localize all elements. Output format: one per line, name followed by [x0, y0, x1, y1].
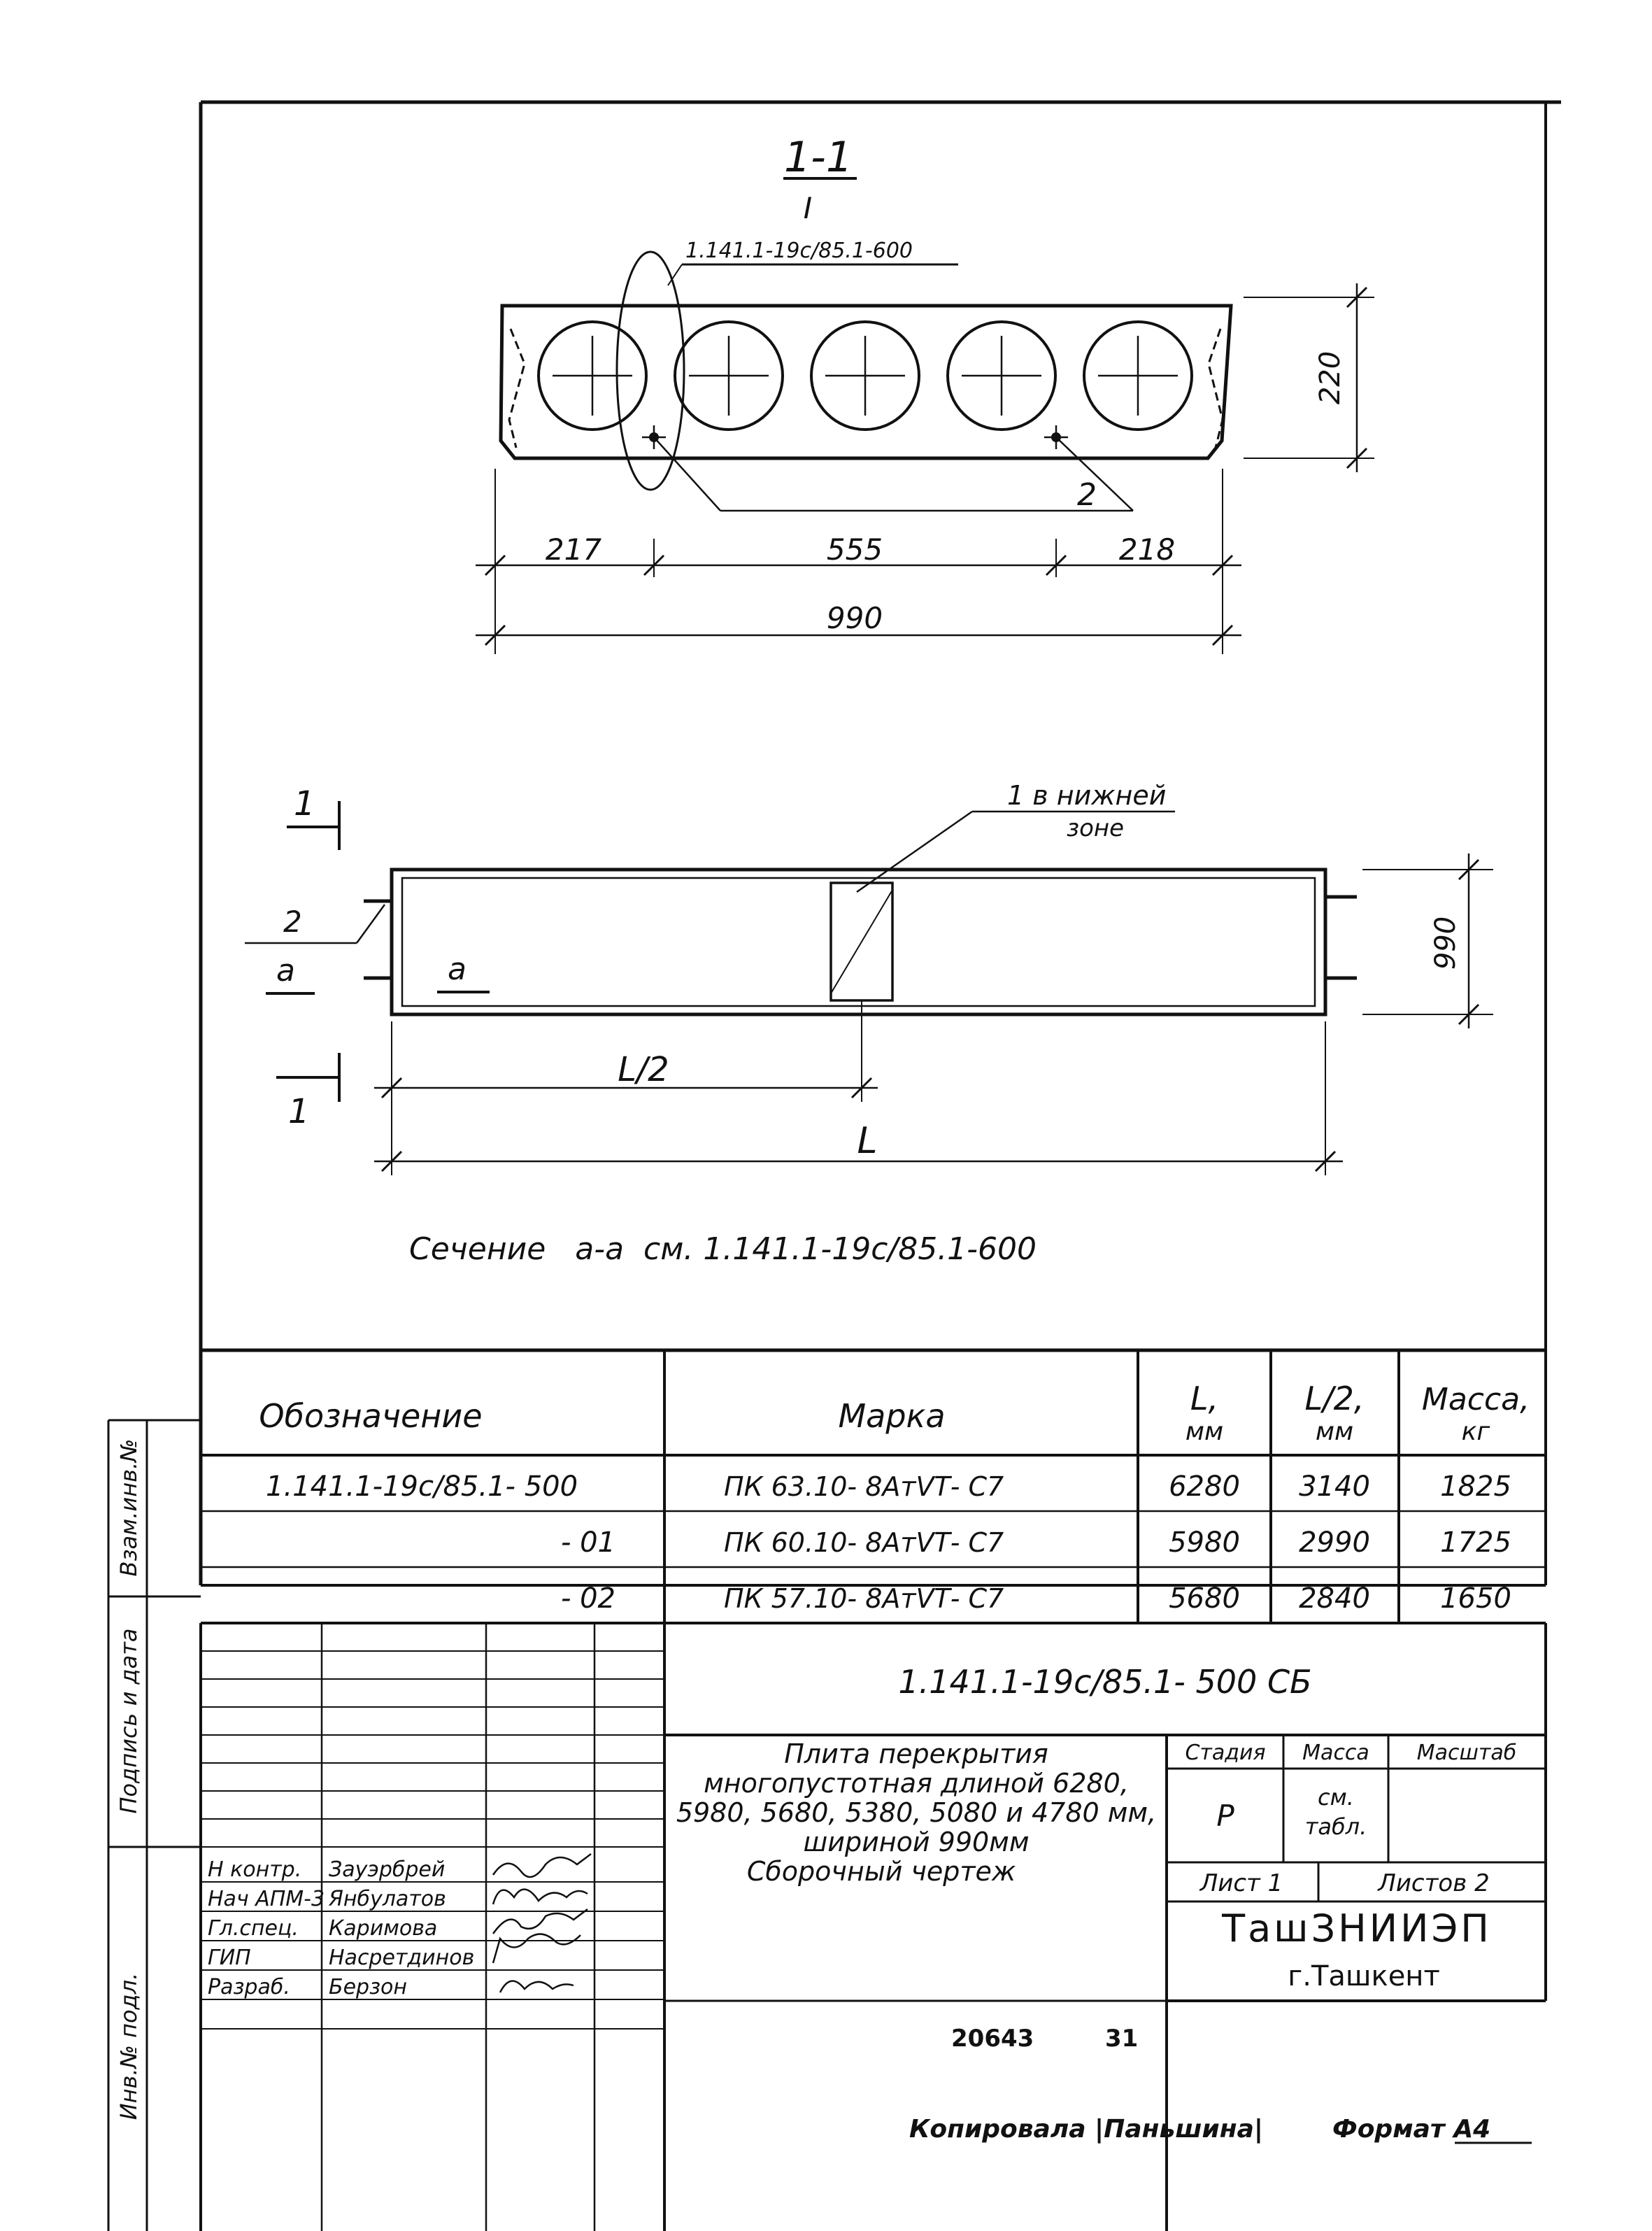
svg-text:1: 1 [294, 784, 315, 823]
signature-row [208, 1854, 591, 1882]
header-mark: Марка [838, 1397, 946, 1435]
organization-name: ТашЗНИИЭП [1222, 1906, 1492, 1950]
svg-text:5980: 5980 [1169, 1527, 1240, 1559]
rebar-marks [642, 425, 1133, 511]
scale-label: Масштаб [1416, 1741, 1517, 1765]
callout-1-line2: зоне [1067, 814, 1125, 842]
lifting-loops [364, 897, 1357, 978]
svg-text:990: 990 [826, 601, 883, 635]
signature-row [208, 1975, 574, 1999]
svg-text:L: L [857, 1120, 878, 1162]
handwritten-signature [493, 1934, 581, 1963]
stamp-label-replacement-inv: Взам.инв.№ [115, 1438, 142, 1577]
handwritten-signature [493, 1890, 588, 1904]
void-circle [539, 322, 646, 430]
svg-text:990: 990 [1430, 916, 1462, 970]
void-circle [948, 322, 1055, 430]
stamp-label-original-inv: Инв.№ подл. [115, 1972, 142, 2120]
signature-row [208, 1887, 588, 1911]
svg-text:ПК 63.10- 8АтⅤТ- С7: ПК 63.10- 8АтⅤТ- С7 [724, 1471, 1004, 1502]
svg-text:2840: 2840 [1299, 1582, 1370, 1615]
svg-text:Берзон: Берзон [329, 1975, 408, 1999]
header-L-half: L/2, [1304, 1380, 1365, 1417]
svg-text:1650: 1650 [1440, 1582, 1511, 1615]
sheet-count: Листов 2 [1378, 1869, 1490, 1897]
section-title: 1-1 [784, 133, 853, 182]
svg-text:555: 555 [826, 532, 883, 567]
svg-text:5680: 5680 [1169, 1582, 1240, 1615]
svg-text:1825: 1825 [1440, 1471, 1511, 1503]
dim-width-990 [1362, 854, 1493, 1028]
stage-label: Стадия [1185, 1741, 1266, 1765]
page-number: 31 [1105, 2025, 1139, 2053]
table-row [561, 1527, 1511, 1559]
svg-text:6280: 6280 [1169, 1471, 1240, 1503]
svg-text:Сборочный чертеж: Сборочный чертеж [746, 1856, 1016, 1887]
spec-table [201, 1350, 1546, 1623]
svg-text:1725: 1725 [1440, 1527, 1511, 1559]
svg-text:табл.: табл. [1304, 1813, 1367, 1840]
dim-total-990 [476, 601, 1241, 645]
dim-L [374, 1021, 1343, 1175]
organization-city: г.Ташкент [1288, 1960, 1440, 1992]
svg-text:3140: 3140 [1299, 1471, 1370, 1503]
svg-text:L/2: L/2 [618, 1050, 669, 1089]
label-a-inside: а [448, 951, 467, 987]
section-1-1-view [476, 133, 1374, 654]
sheet-format: Формат А4 [1332, 2115, 1491, 2144]
plan-view [245, 780, 1493, 1267]
svg-text:1.141.1-19с/85.1- 500: 1.141.1-19с/85.1- 500 [266, 1471, 578, 1503]
void-circle [811, 322, 919, 430]
drawing-title [676, 1738, 1156, 1887]
svg-text:1: 1 [288, 1092, 310, 1131]
void-circles [539, 322, 1192, 430]
header-designation: Обозначение [259, 1397, 483, 1435]
void-circle [1084, 322, 1192, 430]
stage-value: Р [1216, 1799, 1234, 1833]
svg-text:Нач АПМ-3: Нач АПМ-3 [208, 1887, 325, 1911]
header-L: L, [1190, 1380, 1219, 1417]
handwritten-signature [493, 1854, 591, 1877]
section-ref-label: 1.141.1-19с/85.1-600 [685, 239, 913, 263]
svg-text:Плита перекрытия: Плита перекрытия [784, 1738, 1048, 1769]
svg-text:Янбулатов: Янбулатов [329, 1887, 446, 1911]
svg-text:кг: кг [1461, 1417, 1490, 1446]
callout-2: 2 [1077, 477, 1097, 513]
footer [909, 2025, 1532, 2144]
svg-text:5980, 5680, 5380, 5080 и 4780: 5980, 5680, 5380, 5080 и 4780 мм, [676, 1797, 1157, 1828]
mass-label: Масса [1302, 1741, 1369, 1765]
svg-text:ГИП: ГИП [208, 1946, 251, 1970]
svg-text:217: 217 [545, 532, 602, 567]
svg-text:2990: 2990 [1299, 1527, 1370, 1559]
void-circle [675, 322, 783, 430]
label-a-left: а [276, 953, 295, 989]
svg-text:мм: мм [1185, 1417, 1224, 1446]
svg-text:- 01: - 01 [560, 1527, 615, 1559]
svg-text:218: 218 [1118, 532, 1176, 567]
dim-height-220 [1244, 283, 1374, 472]
handwritten-signature [493, 1909, 588, 1934]
svg-text:многопустотная длиной 6280,: многопустотная длиной 6280, [704, 1768, 1129, 1799]
svg-text:Зауэрбрей: Зауэрбрей [329, 1857, 446, 1882]
svg-text:мм: мм [1315, 1417, 1354, 1446]
table-row [561, 1582, 1511, 1615]
svg-text:Гл.спец.: Гл.спец. [208, 1916, 299, 1941]
header-mass: Масса, [1421, 1382, 1530, 1417]
document-code: 1.141.1-19с/85.1- 500 СБ [898, 1663, 1312, 1701]
svg-text:Насретдинов: Насретдинов [329, 1946, 475, 1970]
svg-text:Разраб.: Разраб. [208, 1975, 290, 1999]
sheet-number: Лист 1 [1199, 1869, 1283, 1897]
svg-text:ПК 60.10- 8АтⅤТ- С7: ПК 60.10- 8АтⅤТ- С7 [724, 1527, 1004, 1558]
svg-text:ПК 57.10- 8АтⅤТ- С7: ПК 57.10- 8АтⅤТ- С7 [724, 1583, 1004, 1614]
svg-text:Каримова: Каримова [329, 1916, 438, 1941]
archive-number: 20643 [951, 2025, 1034, 2053]
svg-text:220: 220 [1314, 350, 1346, 405]
section-mark: I [803, 191, 813, 225]
svg-text:- 02: - 02 [560, 1582, 615, 1615]
svg-text:Н контр.: Н контр. [208, 1857, 302, 1882]
label-2: 2 [283, 905, 302, 939]
svg-text:шириной 990мм: шириной 990мм [803, 1827, 1030, 1857]
dim-L-half [374, 1000, 878, 1175]
side-stamp [108, 1420, 201, 2231]
table-row [266, 1471, 1511, 1503]
section-note: Сечение а-а см. 1.141.1-19с/85.1-600 [409, 1231, 1037, 1267]
handwritten-signature [500, 1981, 574, 1992]
stamp-label-signature-date: Подпись и дата [115, 1628, 142, 1814]
callout-1-line1: 1 в нижней [1007, 780, 1167, 811]
copied-by: Копировала |Паньшина| [909, 2115, 1264, 2144]
mass-value: см. [1318, 1784, 1354, 1811]
